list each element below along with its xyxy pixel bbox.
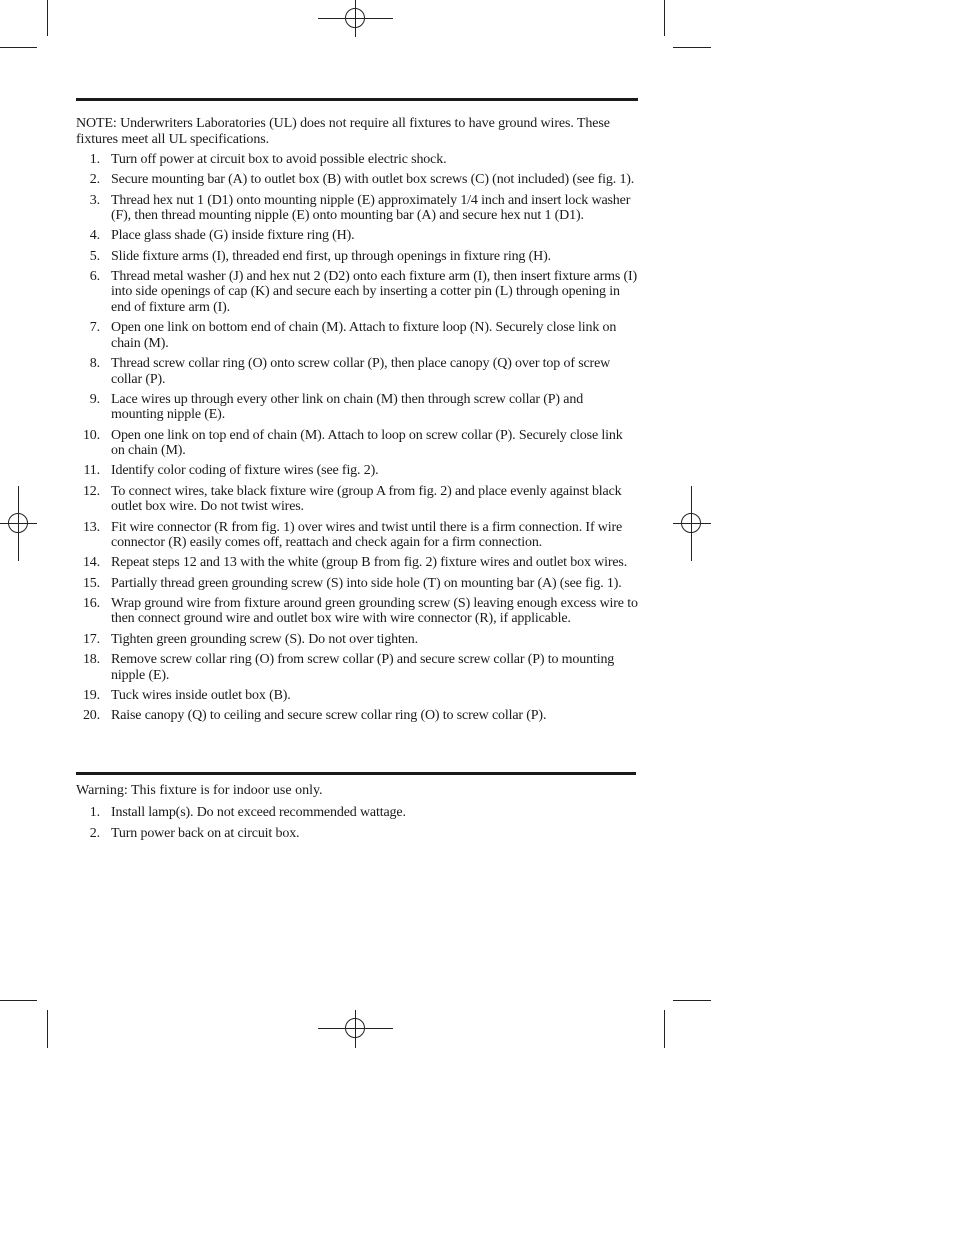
- step-number: 13.: [82, 519, 100, 535]
- step-number: 3.: [89, 192, 100, 208]
- step-text: Raise canopy (Q) to ceiling and secure screw collar ring (O) to screw collar (P).: [111, 708, 547, 724]
- crop-mark-top-left-horizontal: [0, 47, 37, 48]
- assembly-steps-list: [76, 152, 638, 724]
- crop-mark-bottom-right-horizontal: [673, 1000, 711, 1001]
- list-item: [76, 805, 636, 821]
- step-text: Identify color coding of fixture wires (see fig. 2).: [111, 463, 379, 479]
- step-text: Tighten green grounding screw (S). Do not over tighten.: [111, 631, 418, 647]
- registration-mark-left-circle: [8, 513, 28, 533]
- list-item: [76, 632, 638, 648]
- list-item: [76, 228, 638, 244]
- list-item: [76, 688, 638, 704]
- crop-mark-bottom-left-horizontal: [0, 1000, 37, 1001]
- step-number: 4.: [89, 228, 100, 244]
- crop-mark-top-right-vertical: [664, 0, 665, 36]
- list-item: [76, 193, 638, 224]
- step-text: Lace wires up through every other link on chain (M) then through screw collar (P) and mounting nipple (E).: [111, 391, 584, 423]
- step-number: 16.: [82, 595, 100, 611]
- step-text: Turn power back on at circuit box.: [111, 826, 300, 841]
- step-text: Thread metal washer (J) and hex nut 2 (D2) onto each fixture arm (I), then insert fixture arms (I) into side openings of cap (K) and secure each by inserting a cotter pin (L) through opening in end of fixture arm (I).: [111, 268, 638, 315]
- list-item: [76, 576, 638, 592]
- step-text: Repeat steps 12 and 13 with the white (group B from fig. 2) fixture wires and outlet box wires.: [111, 555, 628, 571]
- list-item: [76, 555, 638, 571]
- step-number: 2.: [89, 826, 100, 841]
- step-text: To connect wires, take black fixture wire (group A from fig. 2) and place evenly against black outlet box wire. Do not twist wires.: [111, 483, 622, 515]
- list-item: [76, 269, 638, 316]
- list-item: [76, 320, 638, 351]
- crop-mark-top-right-horizontal: [673, 47, 711, 48]
- step-number: 15.: [82, 575, 100, 591]
- list-item: [76, 392, 638, 423]
- list-item: [76, 356, 638, 387]
- step-number: 2.: [89, 172, 100, 188]
- step-number: 18.: [82, 652, 100, 668]
- crop-mark-bottom-left-vertical: [47, 1010, 48, 1048]
- list-item: [76, 484, 638, 515]
- step-text: Open one link on bottom end of chain (M). Attach to fixture loop (N). Securely close link on chain (M).: [111, 320, 617, 351]
- step-text: Tuck wires inside outlet box (B).: [111, 687, 291, 703]
- section-divider-bottom: [76, 772, 636, 775]
- step-text: Partially thread green grounding screw (S) into side hole (T) on mounting bar (A) (see fig. 1).: [111, 575, 622, 591]
- step-text: Fit wire connector (R from fig. 1) over wires and twist until there is a firm connection. If wire connector (R) easily comes off, reattach and check again for a firm connection.: [111, 519, 623, 551]
- list-item: [76, 708, 638, 724]
- step-text: Slide fixture arms (I), threaded end first, up through openings in fixture ring (H).: [111, 248, 551, 264]
- list-item: [76, 428, 638, 459]
- indoor-warning: Warning: This fixture is for indoor use only.: [76, 783, 323, 798]
- assembly-section: [76, 98, 638, 728]
- step-number: 7.: [89, 320, 100, 336]
- list-item: [76, 249, 638, 265]
- list-item: [76, 652, 638, 683]
- step-number: 19.: [82, 687, 100, 703]
- step-text: Thread screw collar ring (O) onto screw collar (P), then place canopy (Q) over top of screw collar (P).: [111, 356, 611, 387]
- registration-mark-top-circle: [345, 8, 365, 28]
- step-number: 10.: [82, 427, 100, 443]
- registration-mark-bottom-circle: [345, 1018, 365, 1038]
- step-number: 14.: [82, 555, 100, 571]
- step-number: 6.: [89, 268, 100, 284]
- crop-mark-bottom-right-vertical: [664, 1010, 665, 1048]
- crop-mark-top-left-vertical: [47, 0, 48, 36]
- step-number: 20.: [82, 708, 100, 724]
- section-divider-top: [76, 98, 638, 101]
- registration-mark-right-circle: [681, 513, 701, 533]
- step-text: Secure mounting bar (A) to outlet box (B) with outlet box screws (C) (not included) (see fig. 1).: [111, 172, 635, 188]
- step-number: 12.: [82, 483, 100, 499]
- list-item: [76, 520, 638, 551]
- ul-note: NOTE: Underwriters Laboratories (UL) does not require all fixtures to have ground wires. These fixtures meet all UL specifications.: [76, 116, 610, 147]
- step-number: 1.: [89, 152, 100, 167]
- list-item: [76, 826, 636, 842]
- step-text: Wrap ground wire from fixture around green grounding screw (S) leaving enough excess wire to then connect ground wire and outlet box wire with wire connector (R), if applicable.: [111, 595, 638, 627]
- final-steps-list: [76, 805, 636, 842]
- step-text: Place glass shade (G) inside fixture ring (H).: [111, 228, 355, 244]
- step-number: 5.: [89, 248, 100, 264]
- list-item: [76, 596, 638, 627]
- step-number: 1.: [89, 804, 100, 820]
- list-item: [76, 172, 638, 188]
- step-text: Install lamp(s). Do not exceed recommended wattage.: [111, 804, 406, 820]
- step-text: Thread hex nut 1 (D1) onto mounting nipple (E) approximately 1/4 inch and insert lock washer (F), then thread mounting nipple (E) onto mounting bar (A) and secure hex nut 1 (D1).: [111, 192, 631, 224]
- list-item: [76, 152, 638, 168]
- step-number: 8.: [89, 356, 100, 372]
- list-item: [76, 463, 638, 479]
- step-text: Turn off power at circuit box to avoid possible electric shock.: [111, 152, 447, 167]
- step-text: Open one link on top end of chain (M). Attach to loop on screw collar (P). Securely close link on chain (M).: [111, 427, 623, 459]
- step-number: 9.: [89, 391, 100, 407]
- step-number: 17.: [82, 631, 100, 647]
- step-number: 11.: [83, 463, 100, 479]
- step-text: Remove screw collar ring (O) from screw collar (P) and secure screw collar (P) to mounting nipple (E).: [111, 652, 615, 683]
- final-steps-section: [76, 772, 636, 846]
